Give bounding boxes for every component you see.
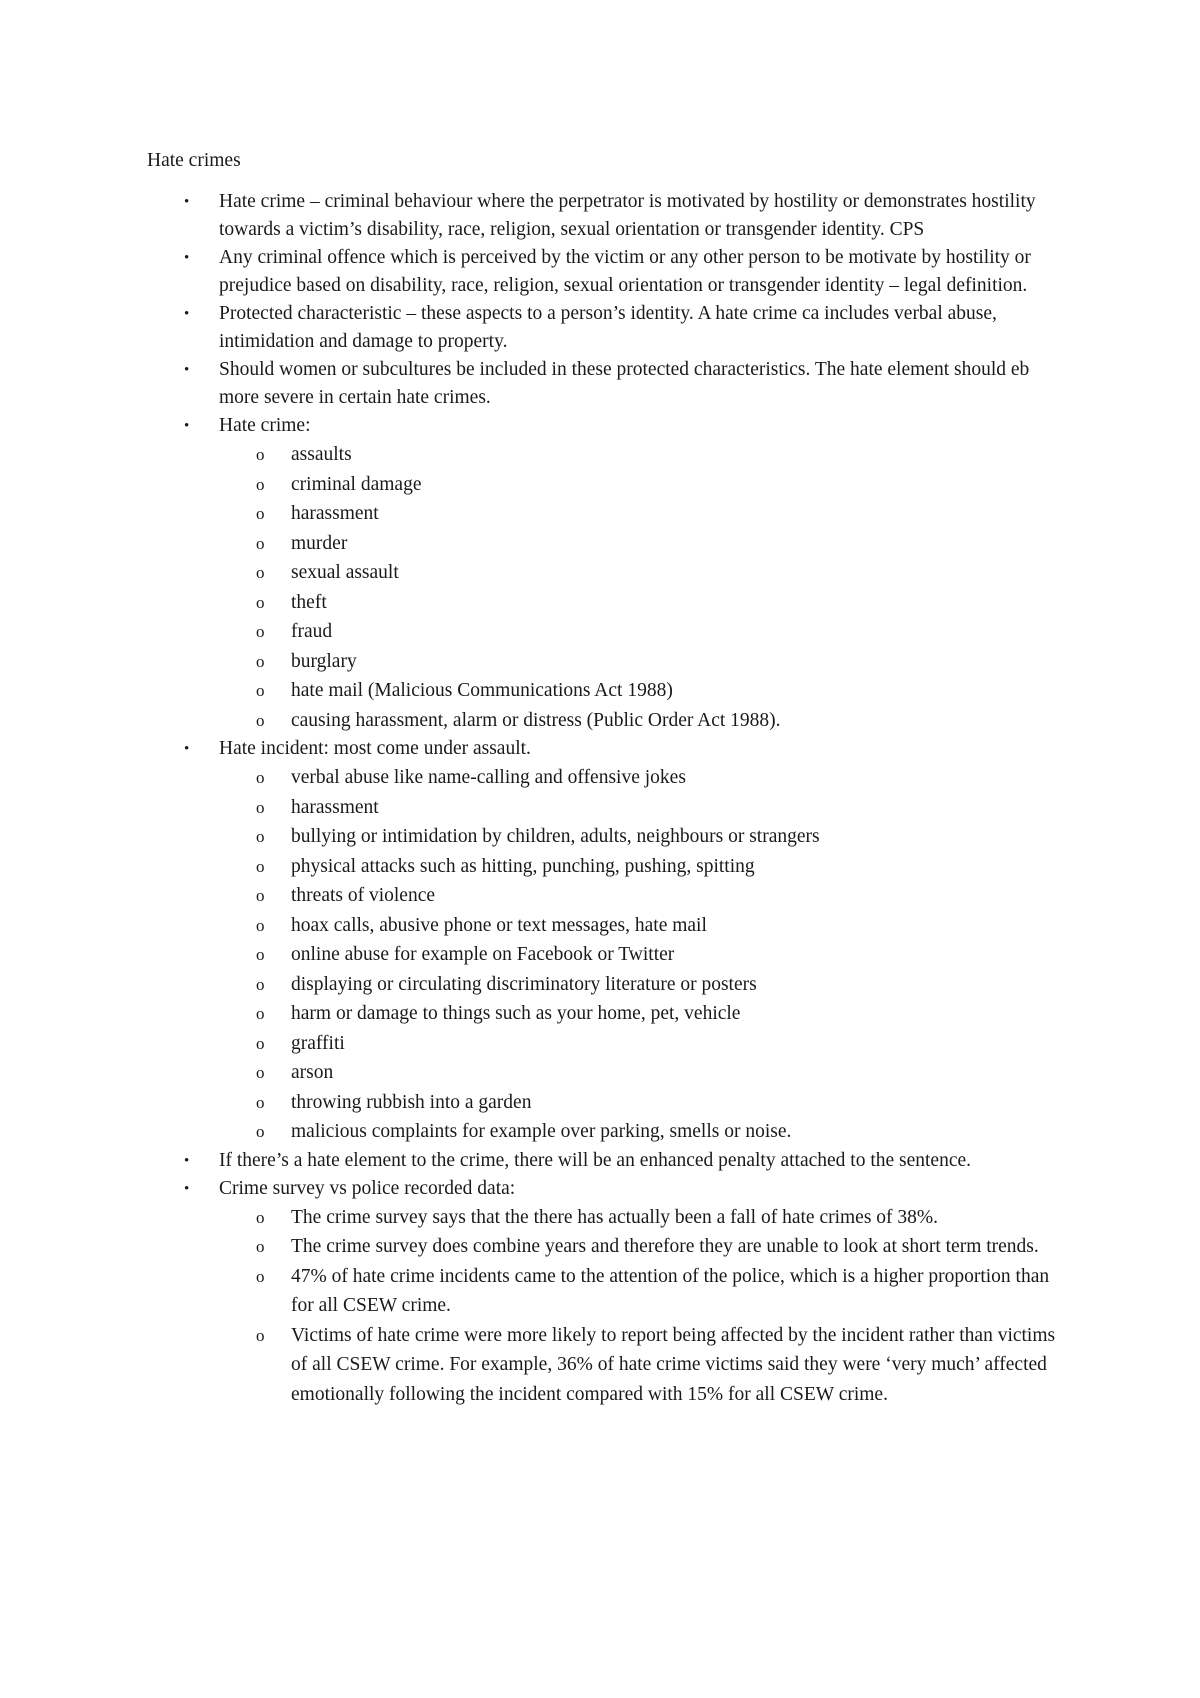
bullet-text: Crime survey vs police recorded data: xyxy=(219,1177,516,1199)
sub-item-text: burglary xyxy=(291,650,357,672)
sub-bullet-marker: o xyxy=(256,504,265,523)
sub-list xyxy=(219,1203,1067,1410)
sub-list-item xyxy=(219,1232,1067,1262)
sub-list-item xyxy=(219,911,1067,941)
sub-bullet-marker: o xyxy=(256,768,265,787)
bullet-marker: • xyxy=(184,250,190,266)
bullet-item xyxy=(147,300,1067,356)
sub-item-text: fraud xyxy=(291,621,333,642)
sub-bullet-marker: o xyxy=(256,445,265,464)
sub-list-item xyxy=(219,999,1067,1029)
bullet-marker: • xyxy=(184,306,190,322)
sub-item-text: 47% of hate crime incidents came to the attention of the police, which is a higher proportion than for all CSEW crime. xyxy=(291,1265,1050,1316)
sub-bullet-marker: o xyxy=(256,915,265,935)
bullet-text: Hate crime – criminal behaviour where the perpetrator is motivated by hostility or demonstrates hostility towards a victim’s disability, race, religion, sexual orientation or transgender identity. CPS xyxy=(219,191,1036,240)
bullet-marker: • xyxy=(184,418,190,434)
sub-list-item xyxy=(219,1262,1067,1321)
sub-item-text: hate mail (Malicious Communications Act 1988) xyxy=(291,680,673,701)
sub-bullet-marker: o xyxy=(256,974,265,994)
sub-bullet-marker: o xyxy=(256,797,265,817)
sub-bullet-marker: o xyxy=(256,1092,265,1112)
sub-item-text: displaying or circulating discriminatory literature or posters xyxy=(291,973,757,995)
sub-item-text: hoax calls, abusive phone or text messages, hate mail xyxy=(291,914,707,936)
bullet-item xyxy=(147,188,1067,244)
sub-item-text: Victims of hate crime were more likely to report being affected by the incident rather than victims of all CSEW crime. For example, 36% of hate crime victims said they were ‘very much’ affected emotionally following the incident compared with 15% for all CSEW crime. xyxy=(291,1324,1056,1405)
bullet-text: Hate incident: most come under assault. xyxy=(219,738,531,759)
sub-list-item xyxy=(219,793,1067,823)
bullet-item xyxy=(147,1175,1067,1410)
sub-bullet-marker: o xyxy=(256,1033,265,1053)
sub-list-item xyxy=(219,647,1067,677)
sub-bullet-marker: o xyxy=(256,474,265,494)
sub-list-item xyxy=(219,1088,1067,1118)
sub-bullet-marker: o xyxy=(256,1063,265,1082)
sub-item-text: murder xyxy=(291,532,348,554)
sub-bullet-marker: o xyxy=(256,945,265,964)
sub-bullet-marker: o xyxy=(256,651,265,671)
sub-list-item xyxy=(219,763,1067,793)
sub-item-text: threats of violence xyxy=(291,885,436,906)
sub-list-item xyxy=(219,588,1067,618)
bullet-text: Should women or subcultures be included in these protected characteristics. The hate element should eb more severe in certain hate crimes. xyxy=(219,359,1030,408)
sub-list-item xyxy=(219,1058,1067,1088)
sub-list-item xyxy=(219,529,1067,559)
sub-list-item xyxy=(219,940,1067,970)
sub-bullet-marker: o xyxy=(256,1266,265,1286)
sub-item-text: harassment xyxy=(291,796,379,818)
bullet-item xyxy=(147,412,1067,735)
sub-item-text: harm or damage to things such as your home, pet, vehicle xyxy=(291,1003,741,1024)
sub-item-text: The crime survey does combine years and therefore they are unable to look at short term trends. xyxy=(291,1236,1039,1257)
bullet-marker: • xyxy=(184,741,190,757)
sub-bullet-marker: o xyxy=(256,1237,265,1256)
sub-item-text: sexual assault xyxy=(291,562,399,583)
sub-bullet-marker: o xyxy=(256,1122,265,1141)
sub-list-item xyxy=(219,1029,1067,1059)
bullet-marker: • xyxy=(184,1180,190,1197)
bullet-marker: • xyxy=(184,1152,190,1169)
sub-bullet-marker: o xyxy=(256,1207,265,1227)
sub-bullet-marker: o xyxy=(256,710,265,730)
bullet-item xyxy=(147,356,1067,412)
sub-list-item xyxy=(219,676,1067,706)
sub-item-text: physical attacks such as hitting, punching, pushing, spitting xyxy=(291,855,755,877)
document-title: Hate crimes xyxy=(147,150,241,171)
sub-item-text: harassment xyxy=(291,503,379,524)
sub-bullet-marker: o xyxy=(256,1325,265,1345)
sub-item-text: arson xyxy=(291,1062,334,1083)
sub-list-item xyxy=(219,881,1067,911)
sub-item-text: throwing rubbish into a garden xyxy=(291,1091,532,1113)
bullet-marker: • xyxy=(184,362,190,378)
sub-item-text: verbal abuse like name-calling and offensive jokes xyxy=(291,767,686,788)
bullet-marker: • xyxy=(184,194,190,210)
sub-item-text: theft xyxy=(291,591,327,613)
sub-list-item xyxy=(219,470,1067,500)
sub-bullet-marker: o xyxy=(256,592,265,612)
sub-bullet-marker: o xyxy=(256,563,265,582)
sub-bullet-marker: o xyxy=(256,886,265,905)
sub-item-text: causing harassment, alarm or distress (Public Order Act 1988). xyxy=(291,709,781,731)
sub-list-item xyxy=(219,1321,1067,1410)
bullet-item xyxy=(147,1147,1067,1175)
sub-bullet-marker: o xyxy=(256,1004,265,1023)
sub-list xyxy=(219,763,1067,1147)
sub-list-item xyxy=(219,822,1067,852)
sub-list-item xyxy=(219,558,1067,588)
bullet-list xyxy=(147,188,1067,1409)
sub-bullet-marker: o xyxy=(256,856,265,876)
bullet-text: If there’s a hate element to the crime, there will be an enhanced penalty attached to the sentence. xyxy=(219,1149,972,1171)
sub-list-item xyxy=(219,617,1067,647)
bullet-item xyxy=(147,735,1067,1147)
sub-item-text: assaults xyxy=(291,444,352,465)
bullet-text: Any criminal offence which is perceived by the victim or any other person to be motivate by hostility or prejudice based on disability, race, religion, sexual orientation or transgender identity – legal definition. xyxy=(219,247,1031,296)
sub-item-text: graffiti xyxy=(291,1032,345,1054)
sub-list-item xyxy=(219,1203,1067,1233)
sub-item-text: criminal damage xyxy=(291,473,422,495)
sub-item-text: online abuse for example on Facebook or Twitter xyxy=(291,944,675,965)
sub-bullet-marker: o xyxy=(256,533,265,553)
bullet-item xyxy=(147,244,1067,300)
sub-item-text: malicious complaints for example over parking, smells or noise. xyxy=(291,1121,792,1142)
bullet-text: Protected characteristic – these aspects to a person’s identity. A hate crime ca includes verbal abuse, intimidation and damage to property. xyxy=(219,303,997,352)
sub-list-item xyxy=(219,706,1067,736)
sub-bullet-marker: o xyxy=(256,827,265,846)
sub-item-text: bullying or intimidation by children, adults, neighbours or strangers xyxy=(291,826,820,847)
bullet-text: Hate crime: xyxy=(219,415,311,436)
sub-item-text: The crime survey says that the there has actually been a fall of hate crimes of 38%. xyxy=(291,1206,939,1228)
sub-list xyxy=(219,440,1067,735)
sub-list-item xyxy=(219,970,1067,1000)
sub-bullet-marker: o xyxy=(256,622,265,641)
sub-list-item xyxy=(219,440,1067,470)
sub-list-item xyxy=(219,852,1067,882)
sub-list-item xyxy=(219,499,1067,529)
sub-bullet-marker: o xyxy=(256,681,265,700)
sub-list-item xyxy=(219,1117,1067,1147)
